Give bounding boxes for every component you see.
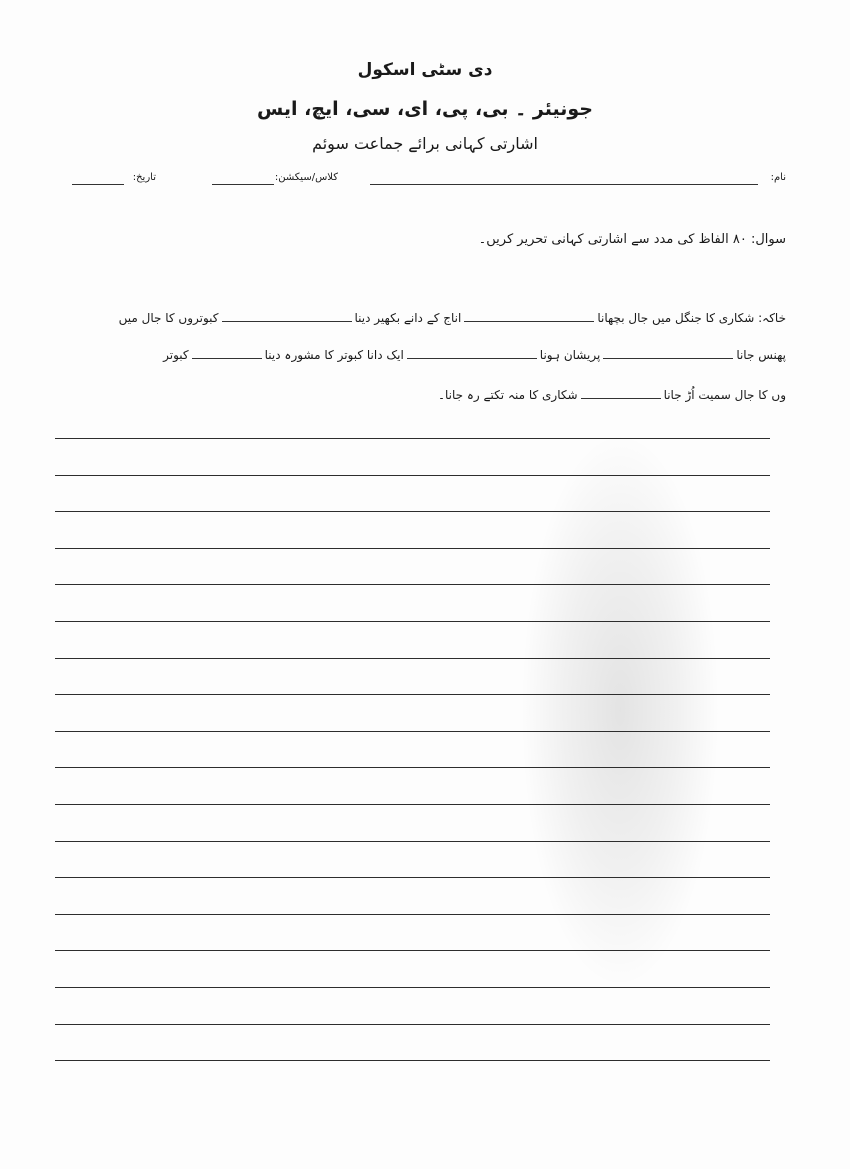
outline-segment: خاکہ: شکاری کا جنگل میں جال بچھانا — [597, 311, 786, 325]
writing-line[interactable] — [55, 1060, 770, 1061]
date-label: تاریخ: — [132, 172, 156, 183]
outline-line-2 — [40, 345, 786, 365]
writing-line[interactable] — [55, 658, 770, 659]
outline-blank[interactable] — [603, 346, 733, 359]
writing-line[interactable] — [55, 804, 770, 805]
writing-line[interactable] — [55, 914, 770, 915]
outline-blank[interactable] — [581, 386, 661, 399]
name-field[interactable] — [370, 184, 758, 185]
outline-line-1 — [40, 308, 786, 328]
writing-line[interactable] — [55, 877, 770, 878]
section-title: جونیئر ۔ بی، پی، ای، سی، ایچ، ایس — [257, 98, 593, 120]
outline-segment: اناج کے دانے بکھیر دینا — [354, 311, 462, 325]
scan-shadow — [520, 430, 720, 990]
writing-line[interactable] — [55, 731, 770, 732]
outline-blank[interactable] — [192, 346, 262, 359]
outline-segment: ایک دانا کبوتر کا مشورہ دینا — [264, 348, 404, 362]
outline-segment: کبوتروں کا جال میں — [118, 311, 219, 325]
writing-line[interactable] — [55, 767, 770, 768]
school-name: دی سٹی اسکول — [357, 60, 493, 80]
writing-line[interactable] — [55, 950, 770, 951]
outline-segment: پھنس جانا — [736, 348, 786, 362]
writing-line[interactable] — [55, 511, 770, 512]
worksheet-title: اشارتی کہانی برائے جماعت سوئم — [312, 134, 538, 153]
outline-blank[interactable] — [222, 309, 352, 322]
question-text: سوال: ۸۰ الفاظ کی مدد سے اشارتی کہانی تحریر کریں۔ — [478, 232, 786, 247]
outline-segment: شکاری کا منہ تکتے رہ جانا۔ — [437, 388, 578, 402]
outline-segment: پریشان ہونا — [539, 348, 601, 362]
writing-line[interactable] — [55, 621, 770, 622]
class-section-label: کلاس/سیکشن: — [274, 172, 338, 183]
writing-line[interactable] — [55, 438, 770, 439]
class-section-field[interactable] — [212, 184, 274, 185]
outline-line-3 — [380, 385, 786, 405]
writing-line[interactable] — [55, 1024, 770, 1025]
outline-blank[interactable] — [407, 346, 537, 359]
writing-line[interactable] — [55, 694, 770, 695]
outline-segment: وں کا جال سمیت اُڑ جانا — [663, 388, 786, 402]
outline-segment: کبوتر — [163, 348, 189, 362]
writing-line[interactable] — [55, 584, 770, 585]
writing-line[interactable] — [55, 987, 770, 988]
outline-blank[interactable] — [464, 309, 594, 322]
name-label: نام: — [770, 172, 786, 183]
writing-line[interactable] — [55, 841, 770, 842]
student-info-row — [70, 168, 786, 190]
date-field[interactable] — [72, 184, 124, 185]
writing-line[interactable] — [55, 548, 770, 549]
writing-line[interactable] — [55, 475, 770, 476]
